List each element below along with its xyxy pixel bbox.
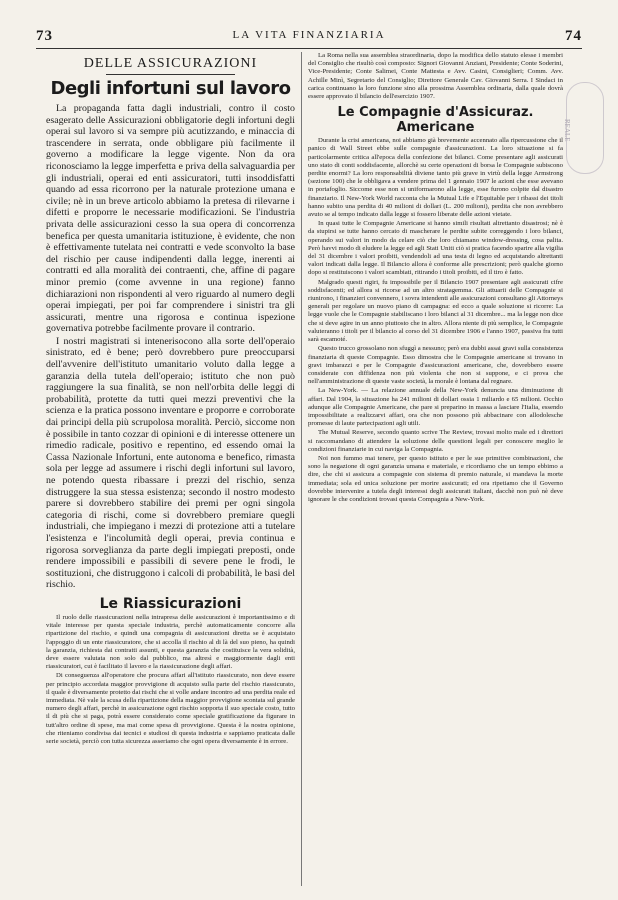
title-rule <box>106 74 235 75</box>
mutual-reserve-paragraph: The Mutual Reserve, secondo quanto scrive The Review, trovasi molto male ed i direttori si raccomandano di attendere la soluzione delle questioni legali per conoscere meglio le condizioni finanziarie in cui naviga la Compagnia. <box>308 429 563 453</box>
americane-section-title: Le Compagnie d'Assicuraz. Americane <box>337 105 534 136</box>
article-title: Degli infortuni sul lavoro <box>50 78 291 99</box>
column-divider <box>301 52 302 886</box>
subsection-paragraph-1: Il ruolo delle riassicurazioni nella intrapresa delle assicurazioni è importantissimo e di vitale interesse per questa speciale industria, perchè automaticamente concorre alla ripartizione del rischio, e quindi una compagnia di assicurazioni diretta se è acquistato l'appoggio di un ente riassicuratore, che si accolla il rischio al di là del suo pieno, ha quindi la garanzia, richiesta dai contratti assunti, e questa garanzia che costituisce la vera solidità, deve essere valutata non solo dal pubblico, ma altresì e maggiormente dagli enti riassicuratori, cui è facilitato il lavoro e la riassicurazione degli affari. <box>46 613 295 671</box>
left-column <box>46 52 295 888</box>
running-head <box>36 28 582 49</box>
roma-paragraph: La Roma nella sua assemblea straordinaria, dopo la modifica dello statuto elesse i membri del Consiglio che risultò così composto: Signori Giovanni Anziani, Presidente; Conte Soderini, Vice-Presidente; Conte Salimei, Conte Mattesta e Avv. Casini, Consiglieri; Comm. Avv. Achille Minì, Segretario del Consiglio; Direttore Generale Cav. Giovanni Serra. I Sindaci in carica continuano la loro funzione sino alla prossima Assemblea ordinaria, dalla quale dovrà essere approvato il bilancio dell'esercizio 1907. <box>308 52 563 101</box>
americane-paragraph-1: Durante la crisi americana, noi abbiamo già brevemente accennato alla ripercussione che il panico di Wall Street ebbe sulle compagnie d'assicurazioni. La loro situazione si fa particolarmente critica all'epoca della confezione dei bilanci. Come presentare agli assicurati uno stato di conti soddisfacente, allorchè su certe operazioni di borsa le Compagnie subiscono perdite enormi? La loro responsabilità diviene tanto più grave in virtù della legge Armstrong (sezione 100) che le obbligava a vendere prima del 1 gennaio 1907 le azioni che esse avevano in portafoglio. Siccome esse non si uniformarono alla legge, esse furono colpite dal disastro finanziario. Il New-York World racconta che la Mutual Life e l'Equitable per i ribassi dei titoli hanno subito una perdita di 40 milioni di dollari (L. 200 milioni), perdita che non avrebbero avuto se al tempo indicato dalla legge si fossero liberate delle azioni vietate. <box>308 137 563 219</box>
subsection-title: Le Riassicurazioni <box>99 595 242 612</box>
stamp-text: REALE <box>563 119 571 142</box>
newyork-paragraph: La New-York. — La relazione annuale della New-York denuncia una diminuzione di affari. Dal 1904, la situazione ha 241 milioni di dollari ossia 1 miliardo e 65 milioni. Occhio adunque alle Compagnie Americane, che pare si preparino in massa a lasciare l'Italia, essendo impossibilitate a realizzarvi affari, ora che non possono più abbacinare con allodolesche promesse di laute partecipazioni agli utili. <box>308 387 563 428</box>
americane-paragraph-2: In quasi tutte le Compagnie Americane si hanno simili risultati altrettanto disastrosi; nè è da stupirsi se tutte hanno cercato di mascherare le perdite subite correggendo i loro bilanci, operando sui valori in modo da celare ciò che loro chiamano window-dressing, cosa palita. Però havvi modo di eludere la legge ed agli Stati Uniti ciò si pratica facendo sparire alla vigilia del 31 dicembre i valori proibiti, vendendoli ad una testa di legno ed acquistando altrettanti valori indicati dalla legge. Il Bilancio allora è conforme alle prescrizioni; però qualche giorno dopo si restituiscono i valori scambiati, ritirando i titoli proibiti, ed il tiro è fatto. <box>308 220 563 277</box>
journal-title: LA VITA FINANZIARIA <box>232 29 386 41</box>
page-number-left: 73 <box>36 28 53 44</box>
library-stamp <box>563 82 604 174</box>
section-title: DELLE ASSICURAZIONI <box>83 56 258 71</box>
right-column <box>308 52 563 888</box>
closing-paragraph: Noi non fummo mai tenere, per questo istituto e per le sue primitive combinazioni, che sono la negazione di ogni garanzia umana e materiale, e ricordiamo che un tempo ebbimo a dire, che chi si assicura a compagnie con sistema di premio naturale, si mandava la morte immediata; sola ed unica soluzione per morire assicurati; ed ora ripetiamo che il Governo dovrebbe intervenire a tutela degli interessi degli assicurati italiani, dacchè non può nè deve ignorare le che condizioni trovasi questa Compagnia a New-York. <box>308 454 563 503</box>
article-paragraph-1: La propaganda fatta dagli industriali, contro il costo esagerato delle Assicurazioni obbligatorie degli infortuni degli operai sul lavoro si va sempre più acutizzando, e minaccia di trascendere in serrata, onde obbligare più facilmente il governo a modificare la legge vigente. Non da ora riconosciamo la legge imperfetta e priva della salvaguardia per gli industriali, operai ed enti assicuratori, tutti insoddisfatti quando ad essa ricorrono per la naturale protezione umana e civile; nè in un breve articolo abbiamo la pretesa di rilevarne i difetti e proporre le necessarie modificazioni. Se l'industria privata delle assicurazioni cesso la sua opera di concorrenza benefica per questa umanitaria istituzione, è evidente, che non è effettivamente tutelata nei contratti e vede sconvolto la base del rischio per cause indipendenti dalla legge, inerenti ai contratti ed alla moralità dei contraenti, che, affine di pagare minor premio (come avvenne in una regione) fanno dichiarazioni non rispondenti al vero riguardo al numero degli operai impiegati, per poi far comprendere i sinistri tra gli assicurati, mentre una rigorosa e continua ispezione governativa potrebbe facilmente provare il contrario. <box>46 103 295 335</box>
americane-paragraph-3: Malgrado questi rigiri, fu impossibile per il Bilancio 1907 presentare agli assicurati cifre soddisfacenti; ed allora si ricorse ad un altro stratagemma. Gli attuarii delle Compagnie si riunirono, i finanzieri convennero, i sovra intendenti alle assicurazioni consultano gli Attorneys generali per regolare un nuovo piano di campagna: ed ecco a quale soluzione si ricorre: La legge vuole che le Compagnie stabiliscano i loro bilanci al 31 dicembre... ma la legge non dice che si deve agire in un anno piuttosto che in altro. Allora niente di più semplice, le Compagnie valuteranno i titoli per il bilancio al corso del 31 dicembre 1906 e l'anno 1907, passiva fra tutti sarà escamoté. <box>308 278 563 344</box>
subsection-paragraph-2: Di conseguenza all'operatore che procura affari all'istituto riassicurato, non deve essere per principio accordata maggior provvigione di acquisto sulla parte del rischio riassicurato, il quale è diversamente protetto dai rischi che si volle andare incontro ad una perdita reale ed immediata. Nè vale la scusa della ripartizione della maggior provvigione scontata sul grande numero degli affari, perchè in assicurazione ogni rischio sopporta il suo speciale costo, tutto il di più che si paga, potrà essere considerato come speciale gratificazione da figurare in tutt'altro ordine di spese, ma mai come spesa di provvigione. Questa è la nostra opinione, che riteniamo condivisa dai tecnici e studiosi di questa industria e sappiamo praticata dalle serie società, perciò con tutta sicurezza asseriamo che ogni opera diversamente è in errore. <box>46 672 295 745</box>
americane-paragraph-4: Questo trucco grossolano non sfuggì a nessuno; però era dubbi assai gravi sulla consistenza finanziaria di queste Compagnie. Esso dimostra che le Compagnie americane si trovano in gravi imbarazzi e per le Compagnie d'assicurazioni americane, che, dovrebbero essere considerate con diffidenza non più violenta che non si suppone, e ci prova che nell'amministrazione di queste vaste società, la morale è lontana dal regnare. <box>308 345 563 386</box>
article-paragraph-2: I nostri magistrati si intenerisocono alla sorte dell'operaio sinistrato, ed è bene; però dovrebbero pure preoccuparsi dell'avvenire dell'istituto umanitario voluto dalla legge a garanzia della tutela dell'operaio; istituto che non può raggiungere la sua finalità, se non nell'orbita delle leggi di probabilità, protette da tutti quei mezzi preventivi che la scienza e la pratica possono inventare e proporre e corroborate dai principi della più scrupolosa moralità. Perciò, siccome non è possibile in tanto cozzar di opinioni e di interesse ottenere un rimedio radicale, positivo e repentino, ed essendo omai la Cassa Nazionale Infortuni, ente autonoma e benefico, rimasta sola per legge ad assumere i rischi degli infortuni sul lavoro, ne potendo questa ribassare i prezzi del rischio, senza distruggere la sua stessa esistenza; secondo il nostro modesto parere si dovrebbero stabilire dei premi per ogni singola categoria di rischi, come si dovrebbero premiare quegli industriali, che impiegano i mezzi di protezione atti a tutelare l'esistenza e l'incolumità degli operai, previa continua e rigorosa sorveglianza da parte degli impiegati preposti, onde rendere impossibili e passibili di severe pene le frodi, le sostituzioni, che distruggono i calcoli di probabilità, le basi del rischio. <box>46 335 295 591</box>
page-number-right: 74 <box>565 28 582 44</box>
